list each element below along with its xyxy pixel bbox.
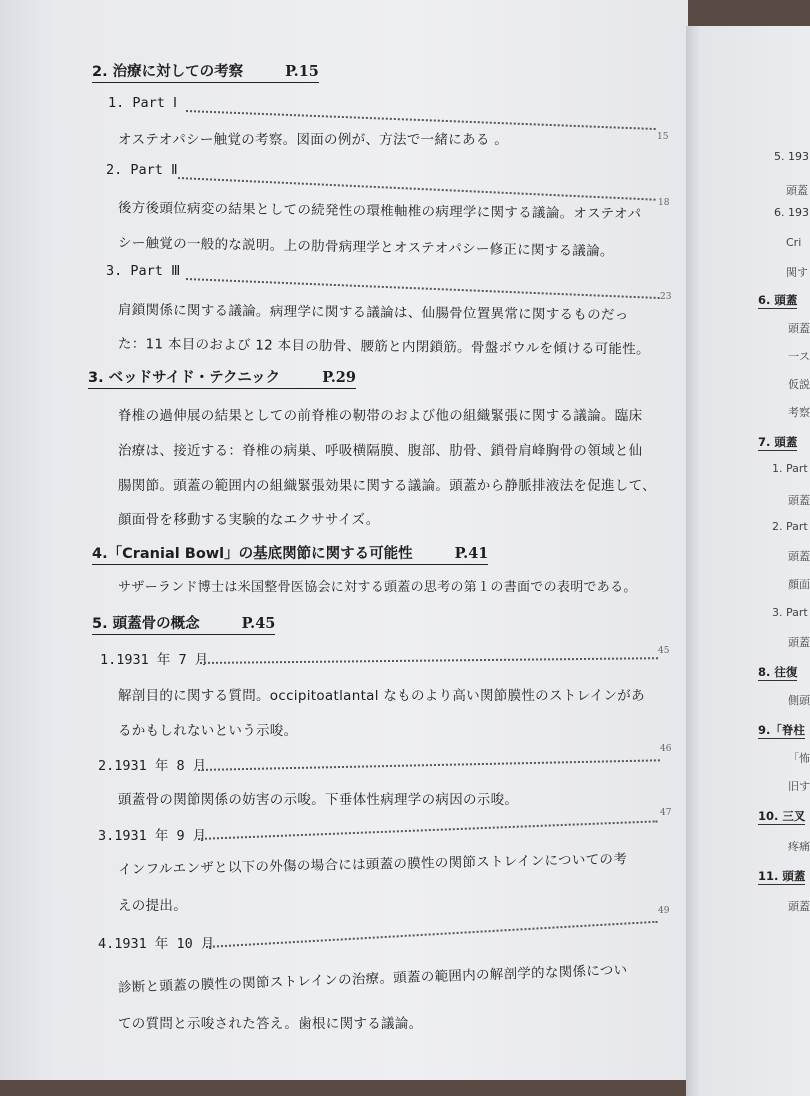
leader-dots bbox=[198, 759, 660, 771]
toc-entry-july: 1.1931 年 7 月 bbox=[100, 652, 209, 668]
toc-entry-august: 2.1931 年 8 月 bbox=[98, 758, 207, 774]
body-text: 腸関節。頭蓋の範囲内の組織緊張効果に関する議論。頭蓋から静脈排液法を促進して、 bbox=[118, 478, 656, 494]
body-text: 診断と頭蓋の膜性の関節ストレインの治療。頭蓋の範囲内の解剖学的な関係につい bbox=[117, 962, 628, 996]
body-text: えの提出。 bbox=[118, 898, 187, 914]
right-entry: 2. Part bbox=[772, 520, 808, 533]
body-text: 脊椎の過伸展の結果としての前脊椎の靭帯のおよび他の組織緊張に関する議論。臨床 bbox=[118, 408, 643, 424]
page-number: 46 bbox=[660, 744, 672, 754]
right-body: 頭蓋 bbox=[788, 900, 810, 913]
body-text: るかもしれないという示唆。 bbox=[118, 723, 298, 739]
right-section: 7. 頭蓋 bbox=[758, 435, 798, 449]
body-text: シー触覚の一般的な説明。上の肋骨病理学とオステオパシー修正に関する議論。 bbox=[117, 235, 614, 260]
right-section: 9.「脊柱 bbox=[758, 723, 805, 737]
right-body: 仮説 bbox=[788, 378, 810, 391]
right-body: 一ス bbox=[788, 350, 810, 363]
right-body: 関す bbox=[786, 266, 808, 279]
section-title: 3. ベッドサイド・テクニック bbox=[88, 370, 281, 386]
toc-entry-part1: 1. Part Ⅰ bbox=[108, 95, 178, 111]
body-text: 肩鎖関係に関する議論。病理学に関する議論は、仙腸骨位置異常に関するものだっ bbox=[117, 302, 629, 324]
right-body: 頭蓋 bbox=[788, 636, 810, 649]
right-body: 顔面 bbox=[788, 578, 810, 591]
right-section: 10. 三叉 bbox=[758, 809, 806, 823]
body-text: た：11 本目のおよび 12 本目の肋骨、腰筋と内閉鎖筋。骨盤ボウルを傾ける可能性。 bbox=[117, 336, 650, 358]
right-body: 旧す bbox=[788, 780, 810, 793]
section-5-heading bbox=[92, 612, 275, 635]
section-page: P.45 bbox=[241, 615, 276, 632]
right-body: 頭蓋 bbox=[788, 494, 810, 507]
leader-dots bbox=[206, 921, 657, 948]
page-number: 15 bbox=[657, 132, 669, 142]
section-title: 4.「Cranial Bowl」の基底関節に関する可能性 bbox=[92, 546, 413, 562]
right-body: 頭蓋 bbox=[788, 322, 810, 335]
right-body: 考察 bbox=[788, 406, 810, 419]
section-page: P.15 bbox=[285, 63, 319, 80]
right-body: 「怖 bbox=[788, 752, 810, 765]
right-body: Cri bbox=[786, 236, 802, 249]
right-entry: 5. 193 bbox=[774, 150, 809, 163]
toc-entry-september: 3.1931 年 9 月 bbox=[98, 828, 207, 844]
leader-dots bbox=[200, 657, 658, 664]
toc-entry-part2: 2. Part Ⅱ bbox=[106, 162, 178, 178]
body-text: インフルエンザと以下の外傷の場合には頭蓋の膜性の関節ストレインについての考 bbox=[117, 851, 628, 878]
right-page bbox=[686, 26, 810, 1096]
section-page: P.29 bbox=[322, 369, 356, 386]
leader-dots bbox=[198, 820, 658, 840]
section-title: 2. 治療に対しての考察 bbox=[92, 64, 244, 80]
body-text: オステオパシー触覚の考察。図面の例が、方法で一緒にある 。 bbox=[118, 132, 509, 148]
section-4-heading bbox=[92, 542, 488, 565]
body-text: ての質問と示唆された答え。歯根に関する議論。 bbox=[118, 1016, 423, 1032]
toc-entry-october: 4.1931 年 10 月 bbox=[98, 936, 215, 952]
right-body: 頭蓋 bbox=[786, 184, 808, 197]
right-section: 8. 往復 bbox=[758, 665, 798, 679]
body-text: 治療は、接近する：脊椎の病巣、呼吸横隔膜、腹部、肋骨、鎖骨肩峰胸骨の領域と仙 bbox=[118, 443, 643, 459]
body-text: 解剖目的に関する質問。occipitoatlantal なものより高い関節膜性のストレインがあ bbox=[118, 688, 645, 704]
page-number: 45 bbox=[658, 646, 670, 656]
section-title: 5. 頭蓋骨の概念 bbox=[92, 616, 200, 632]
right-entry: 3. Part bbox=[772, 606, 808, 619]
page-number: 49 bbox=[658, 906, 670, 916]
toc-entry-part3: 3. Part Ⅲ bbox=[106, 263, 181, 279]
right-body: 疼痛 bbox=[788, 840, 810, 853]
right-entry: 6. 193 bbox=[774, 206, 809, 219]
right-section: 6. 頭蓋 bbox=[758, 293, 798, 307]
leader-dots bbox=[186, 278, 660, 299]
body-text: サザーランド博士は米国整骨医協会に対する頭蓋の思考の第１の書面での表明である。 bbox=[118, 580, 637, 595]
right-body: 側頭 bbox=[788, 694, 810, 707]
body-text: 頭蓋骨の関節関係の妨害の示唆。下垂体性病理学の病因の示唆。 bbox=[118, 792, 519, 808]
body-text: 顔面骨を移動する実験的なエクササイズ。 bbox=[118, 512, 380, 528]
right-body: 頭蓋 bbox=[788, 550, 810, 563]
section-2-heading bbox=[92, 60, 319, 83]
body-text: 後方後頭位病変の結果としての続発性の環椎軸椎の病理学に関する議論。オステオパ bbox=[117, 200, 642, 223]
right-section: 11. 頭蓋 bbox=[758, 869, 806, 883]
page-number: 18 bbox=[658, 198, 670, 208]
section-page: P.41 bbox=[454, 545, 489, 562]
page-number: 23 bbox=[660, 292, 672, 302]
page-number: 47 bbox=[660, 808, 672, 818]
right-entry: 1. Part bbox=[772, 462, 808, 475]
section-3-heading bbox=[88, 366, 356, 389]
